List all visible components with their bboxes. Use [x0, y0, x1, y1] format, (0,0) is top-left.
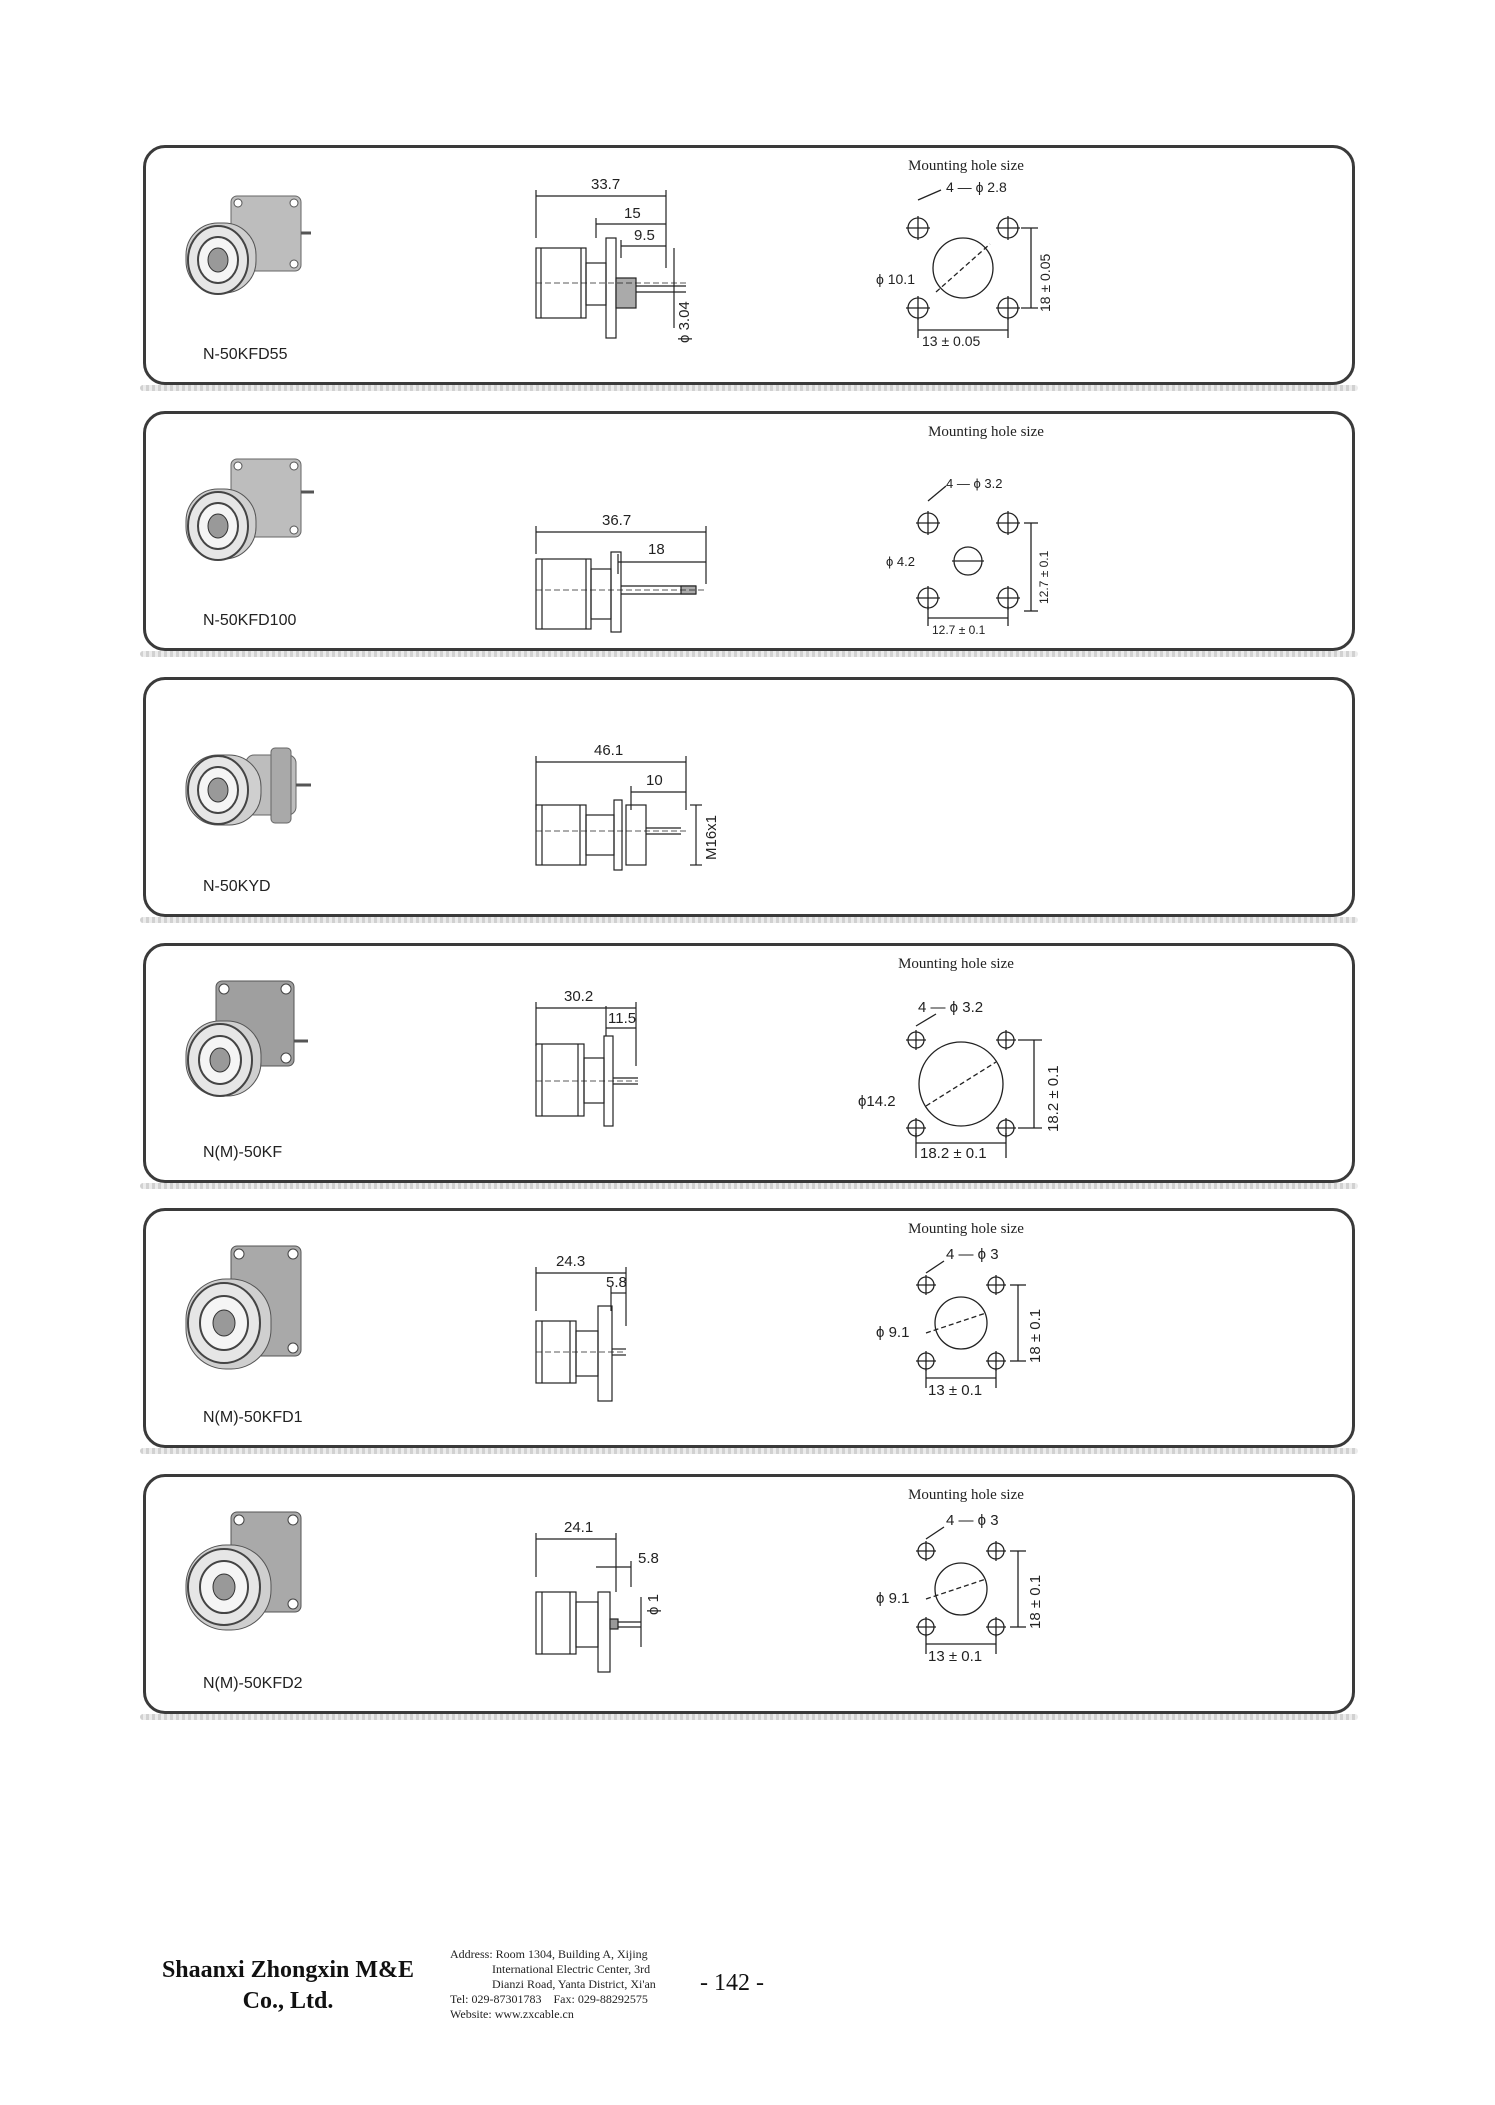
- model-label: N(M)-50KFD1: [203, 1409, 303, 1426]
- product-panel-n-50kfd100: [143, 411, 1355, 651]
- mount-center: ϕ 9.1: [876, 1324, 910, 1341]
- tel-fax: Tel: 029-87301783 Fax: 029-88292575: [450, 1992, 648, 2006]
- mount-holes: 4 — ϕ 3.2: [946, 476, 1003, 491]
- model-label: N-50KYD: [203, 878, 271, 895]
- dimension-drawing: [526, 168, 736, 368]
- dim-flange: 15: [624, 205, 641, 222]
- mount-title: Mounting hole size: [898, 956, 1014, 972]
- dim-length: 33.7: [591, 176, 621, 193]
- company-address: [450, 1947, 690, 2022]
- product-panel-n-50kfd55: [143, 145, 1355, 385]
- dim-flange: 10: [646, 772, 663, 789]
- connector-photo: [176, 1507, 316, 1657]
- dim-length: 24.3: [556, 1253, 586, 1270]
- product-panel-n-m-50kf: [143, 943, 1355, 1183]
- mount-title: Mounting hole size: [908, 1487, 1024, 1503]
- mount-title: Mounting hole size: [908, 158, 1024, 174]
- dim-flange: 5.8: [606, 1274, 627, 1291]
- dim-length: 36.7: [602, 512, 632, 529]
- mount-center: ϕ 9.1: [876, 1590, 910, 1607]
- address-line-1: Address: Room 1304, Building A, Xijing: [450, 1947, 648, 1961]
- dim-length: 30.2: [564, 988, 594, 1005]
- dim-pin: 9.5: [634, 227, 655, 244]
- mount-center: ϕ14.2: [858, 1093, 896, 1110]
- mount-holes: 4 — ϕ 3: [946, 1246, 999, 1263]
- connector-photo: [176, 1241, 316, 1391]
- company-name: [138, 1955, 438, 2017]
- dim-flange: 18: [648, 541, 665, 558]
- mount-center: ϕ 10.1: [876, 271, 915, 287]
- dim-diameter: ϕ 3.04: [676, 301, 693, 343]
- mounting-hole-diagram: [846, 956, 1066, 1181]
- address-line-3: Dianzi Road, Yanta District, Xi'an: [492, 1977, 656, 1991]
- dim-thread: M16x1: [703, 814, 720, 860]
- mount-vertical: 18.2 ± 0.1: [1045, 1065, 1062, 1132]
- address-line-2: International Electric Center, 3rd: [492, 1962, 651, 1976]
- mounting-hole-diagram: [866, 1487, 1066, 1712]
- mount-holes: 4 — ϕ 3.2: [918, 999, 984, 1016]
- dim-flange: 5.8: [638, 1550, 659, 1567]
- mount-horizontal: 18.2 ± 0.1: [920, 1145, 987, 1162]
- mount-horizontal: 13 ± 0.1: [928, 1382, 983, 1399]
- dimension-drawing: [526, 1231, 736, 1431]
- product-panel-n-m-50kfd1: [143, 1208, 1355, 1448]
- mount-horizontal: 12.7 ± 0.1: [932, 623, 986, 637]
- mount-center: ϕ 4.2: [886, 554, 915, 569]
- dimension-drawing: [526, 966, 736, 1166]
- mount-horizontal: 13 ± 0.05: [922, 333, 981, 349]
- model-label: N(M)-50KF: [203, 1144, 283, 1161]
- mounting-hole-diagram: [886, 424, 1086, 649]
- mount-holes: 4 — ϕ 2.8: [946, 180, 1007, 195]
- mount-vertical: 18 ± 0.05: [1037, 253, 1053, 312]
- dimension-drawing: [526, 1497, 736, 1697]
- company-line-2: Co., Ltd.: [242, 1988, 334, 2014]
- dim-pin: ϕ 1: [645, 1594, 662, 1615]
- model-label: N-50KFD100: [203, 612, 297, 629]
- mount-holes: 4 — ϕ 3: [946, 1512, 999, 1529]
- dim-flange: 11.5: [608, 1010, 637, 1027]
- mount-vertical: 18 ± 0.1: [1027, 1574, 1044, 1629]
- product-panel-n-m-50kfd2: [143, 1474, 1355, 1714]
- mount-vertical: 18 ± 0.1: [1027, 1308, 1044, 1363]
- mount-horizontal: 13 ± 0.1: [928, 1648, 983, 1665]
- connector-photo: [176, 444, 316, 594]
- dimension-drawing: [526, 700, 736, 900]
- company-line-1: Shaanxi Zhongxin M&E: [161, 1957, 415, 1983]
- website: Website: www.zxcable.cn: [450, 2007, 574, 2021]
- page-number: - 142 -: [700, 1970, 764, 1996]
- connector-photo: [176, 178, 316, 328]
- mounting-hole-diagram: [866, 1221, 1066, 1446]
- dimension-drawing: [526, 434, 736, 634]
- mount-title: Mounting hole size: [908, 1221, 1024, 1237]
- mount-title: Mounting hole size: [928, 424, 1044, 440]
- model-label: N(M)-50KFD2: [203, 1675, 303, 1692]
- dim-length: 24.1: [564, 1519, 594, 1536]
- connector-photo: [176, 710, 316, 860]
- model-label: N-50KFD55: [203, 346, 288, 363]
- dim-length: 46.1: [594, 742, 624, 759]
- product-panel-n-50kyd: [143, 677, 1355, 917]
- connector-photo: [176, 976, 316, 1126]
- mounting-hole-diagram: [866, 158, 1066, 383]
- mount-vertical: 12.7 ± 0.1: [1037, 550, 1051, 604]
